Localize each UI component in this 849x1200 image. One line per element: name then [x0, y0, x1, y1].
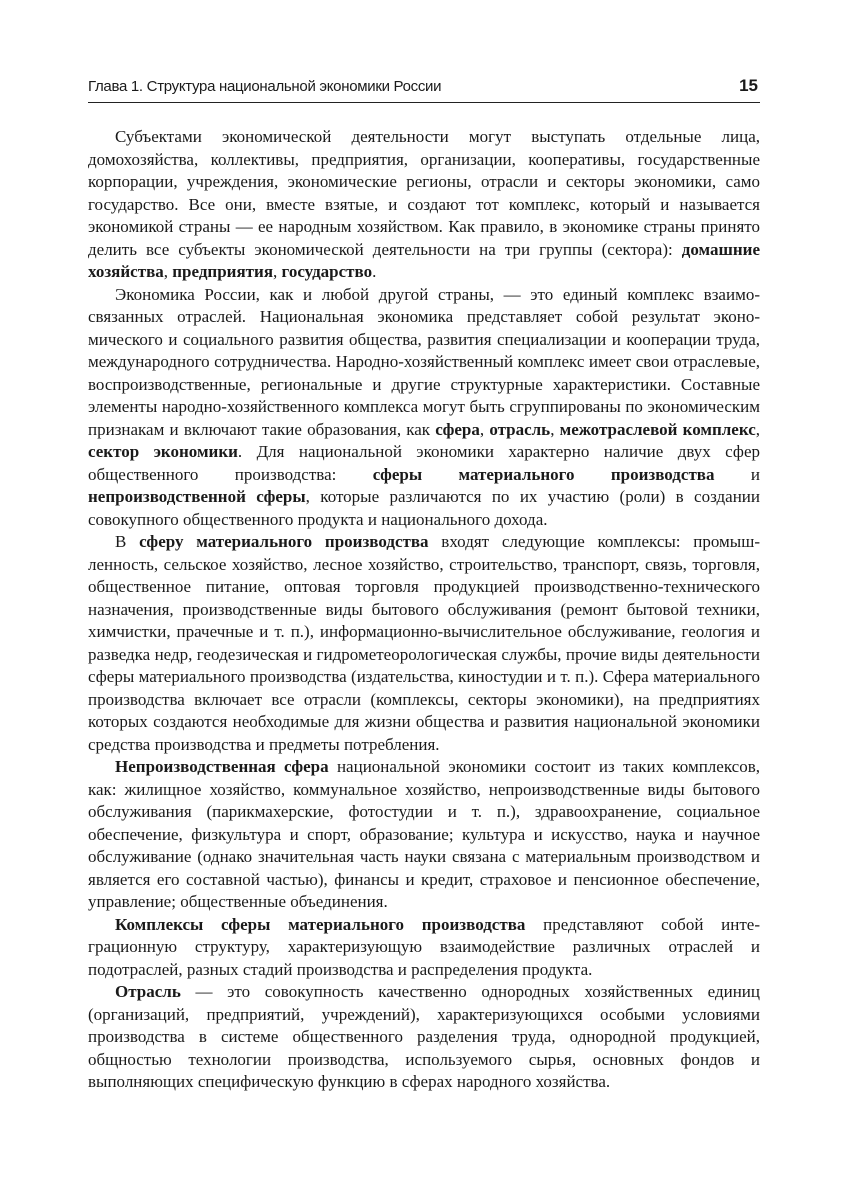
- text-run: ,: [163, 262, 173, 281]
- text-run: . Для национальной экономики характерно наличие двух сфер общественного производства:: [88, 442, 760, 484]
- text-run: В: [115, 532, 140, 551]
- text-run: представляют собой интеграционную структуру, характеризующую взаимодействие различных отраслей и подотраслей, разных стадий производства и распределения продукта.: [88, 914, 760, 979]
- term-economic-sector: сектор экономики: [88, 442, 238, 461]
- text-run: входят следующие комплексы: промышленность, сельское хозяйство, лесное хозяйство, строительство, транспорт, связь, торговля, общественное питание, оптовая торговля продукцией производственно-технического назначения, производственные виды бытового обслуживания (ремонт бытовой техники, химчистки, прачечные и т. п.), информационно-вычислительное обслуживание, геология и разведка недр, геодезическая и гидрометеорологическая службы, прочие виды деятельности сферы материального производства (издательства, киностудии и т. п.). Сфера материального производства включает все отрасли (комплексы, секторы экономики), на предприятиях которых создаются необходимые для жизни общества и развития национальной экономики средства производства и предметы потребления.: [88, 532, 760, 754]
- text-run: Экономика России, как и любой другой страны, — это единый комплекс взаимосвязанных отраслей. Национальная экономика представляет собой результат экономического и социального развития общества, развития специализации и кооперации труда, международного сотрудничества. Народно-хозяйственный комплекс имеет свои отраслевые, воспроизводственные, региональные и другие структурные характеристики. Составные элементы народно-хозяйственного комплекса могут быть сгруппированы по экономическим признакам и включают такие образования, как: [88, 284, 760, 439]
- text-run: ,: [550, 419, 560, 439]
- term-material-production-spheres: сферы материального производства: [372, 464, 715, 484]
- text-run: национальной экономики состоит из таких комплексов, как: жилищное хозяйство, коммунальное хозяйство, непроизводственные виды бытового обслуживания (парикмахерские, фотостудии и т. п.), здравоохранение, социальное обеспечение, физкультура и спорт, образование; культура и искусство, наука и научное обслуживание (однако значительная часть науки связана с материальным производством и является его составной частью), финансы и кредит, страховое и пенсионное обеспечение, управление; общественные объединения.: [88, 757, 760, 911]
- term-intersectoral-complex: межотраслевой комплекс: [559, 419, 756, 439]
- text-run: и: [714, 464, 760, 484]
- term-material-production-sphere: сферу материального производства: [139, 532, 429, 551]
- text-run: .: [372, 262, 377, 281]
- paragraph-economic-subjects: [88, 126, 760, 284]
- page-number: 15: [739, 76, 758, 95]
- term-enterprises: предприятия: [172, 262, 274, 281]
- text-run: — это совокупность качественно однородных хозяйственных единиц (организаций, предприятий, учреждений), характеризующихся особыми условиями производства в системе общественного разделения труда, однородной продукцией, общностью технологии производства, используемого сырья, основных фондов и выполняющих специфическую функцию в сферах народного хозяйства.: [88, 982, 760, 1091]
- term-industry: отрасль: [489, 419, 551, 439]
- text-run: Субъектами экономической деятельности могут выступать отдельные лица, домохозяйства, коллективы, предприятия, организации, кооперативы, государственные корпорации, учреждения, экономические регионы, отрасли и секторы экономики, само государство. Все они, вместе взятые, и создают тот комплекс, который и называется экономикой страны — ее народным хозяйством. Как правило, в экономике страны принято делить все субъекты экономической деятельности на три группы (сектора):: [88, 127, 760, 259]
- running-header: [88, 76, 760, 103]
- text-run: ,: [755, 419, 761, 439]
- paragraph-material-production-complexes: [88, 914, 760, 982]
- body-text: [88, 126, 760, 1094]
- text-run: ,: [479, 419, 490, 439]
- term-households: домашние хозяйства: [88, 239, 760, 281]
- text-run: ,: [273, 262, 282, 281]
- paragraph-non-production-sphere: [88, 756, 760, 914]
- term-material-production-complexes: Комплексы сферы материального производства: [115, 914, 526, 934]
- term-industry-definition: Отрасль: [115, 982, 181, 1001]
- term-non-production-sphere: непроизводственной сферы: [88, 487, 306, 506]
- term-sphere: сфера: [435, 419, 480, 439]
- paragraph-material-production: [88, 531, 760, 756]
- paragraph-russian-economy: [88, 284, 760, 532]
- text-run: , которые различаются по их участию (роли) в создании совокупного общественного продукта и национального дохода.: [88, 487, 760, 529]
- chapter-title: Глава 1. Структура национальной экономики России: [88, 78, 442, 95]
- paragraph-industry-definition: [88, 981, 760, 1094]
- term-state: государство: [281, 262, 373, 281]
- term-non-production-sphere-heading: Непроизводственная сфера: [115, 757, 329, 776]
